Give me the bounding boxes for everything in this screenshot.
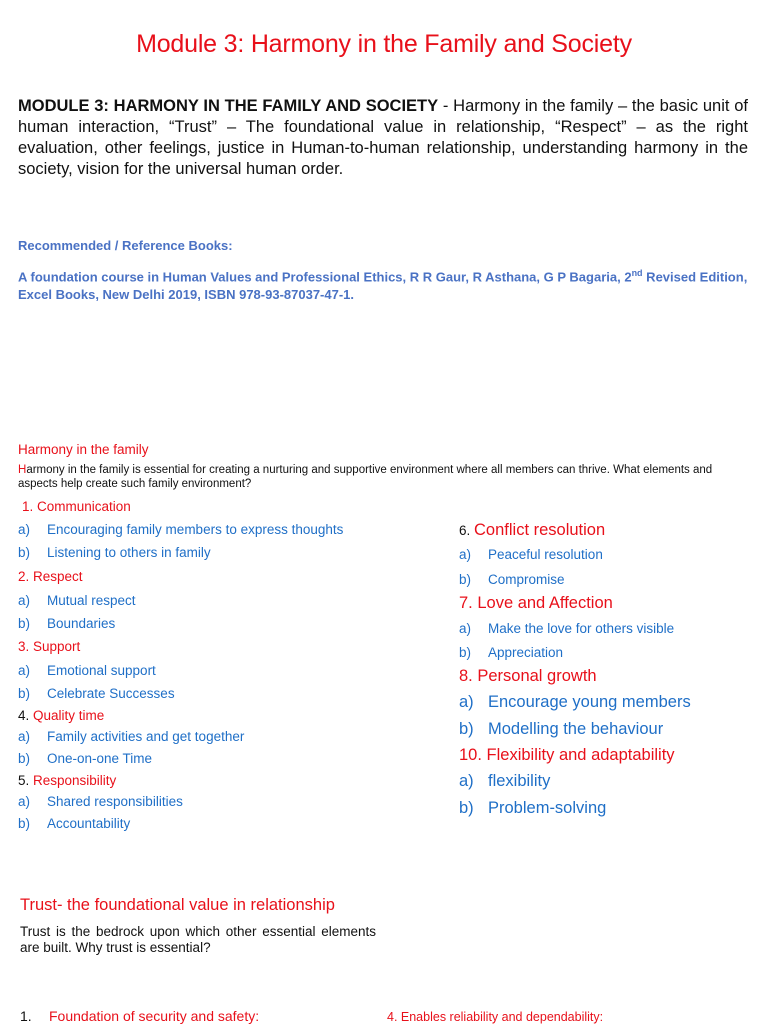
module-intro-bold: MODULE 3: HARMONY IN THE FAMILY AND SOCIETY — [18, 97, 439, 115]
left-item-1-a: a) Encouraging family members to express thoughts — [18, 522, 344, 537]
right-item-8-b: b) Modelling the behaviour — [459, 720, 664, 738]
right-item-7-b: b) Appreciation — [459, 645, 564, 660]
left-item-5-b: b) Accountability — [18, 816, 131, 831]
reference-book — [18, 264, 748, 304]
family-paragraph — [18, 464, 723, 491]
right-item-6-title: 6. Conflict resolution — [459, 521, 606, 539]
right-item-6-a: a) Peaceful resolution — [459, 547, 603, 562]
left-item-5-a: a) Shared responsibilities — [18, 794, 183, 809]
trust-heading: Trust- the foundational value in relationship — [20, 896, 335, 914]
reference-edition-sup: nd — [631, 268, 643, 278]
family-heading: Harmony in the family — [18, 442, 149, 457]
left-item-1-b: b) Listening to others in family — [18, 545, 211, 560]
right-item-7-a: a) Make the love for others visible — [459, 621, 675, 636]
right-item-10-title: 10. Flexibility and adaptability — [459, 746, 675, 764]
right-item-8-title: 8. Personal growth — [459, 667, 597, 685]
module-intro-text: - Harmony in the family – the basic unit of human interaction, “Trust” – The foundational value in relationship, “Respect” – as the right evaluation, other feelings, justice in Human-to-human relationship, understanding harmony in the society, vision for the universal human order. — [18, 97, 748, 178]
right-item-7-title: 7. Love and Affection — [459, 594, 613, 612]
module-intro — [18, 96, 748, 180]
right-item-10-b: b) Problem-solving — [459, 799, 607, 817]
right-item-8-a: a) Encourage young members — [459, 693, 691, 711]
trust-item-1: 1. Foundation of security and safety: — [20, 1008, 260, 1024]
reference-book-text: A foundation course in Human Values and Professional Ethics, R R Gaur, R Asthana, G P Bagaria, 2 — [18, 269, 632, 285]
references-heading: Recommended / Reference Books: — [18, 238, 233, 253]
left-item-3-a: a) Emotional support — [18, 663, 156, 678]
left-item-1-title: 1. Communication — [22, 499, 131, 514]
reference-book-tail: Revised Edition, Excel Books, New Delhi 2019, ISBN 978-93-87037-47-1. — [18, 269, 748, 303]
left-item-2-b: b) Boundaries — [18, 616, 116, 631]
right-item-10-a: a) flexibility — [459, 772, 551, 790]
left-item-4-b: b) One-on-one Time — [18, 751, 153, 766]
page-title: Module 3: Harmony in the Family and Society — [136, 30, 632, 58]
right-item-6-b: b) Compromise — [459, 572, 565, 587]
family-paragraph-initial: H — [18, 464, 27, 476]
family-paragraph-text: armony in the family is essential for creating a nurturing and supportive environment where all members can thrive. What elements and aspects help create such family environment? — [18, 464, 713, 490]
trust-paragraph: Trust is the bedrock upon which other essential elements are built. Why trust is essential? — [20, 924, 376, 955]
left-item-3-b: b) Celebrate Successes — [18, 686, 175, 701]
left-item-4-a: a) Family activities and get together — [18, 729, 245, 744]
left-item-2-title: 2. Respect — [18, 569, 83, 584]
trust-item-4: 4. Enables reliability and dependability: — [387, 1010, 604, 1024]
left-item-2-a: a) Mutual respect — [18, 593, 136, 608]
left-item-3-title: 3. Support — [18, 639, 81, 654]
left-item-4-title: 4. Quality time — [18, 708, 105, 723]
left-item-5-title: 5. Responsibility — [18, 773, 117, 788]
